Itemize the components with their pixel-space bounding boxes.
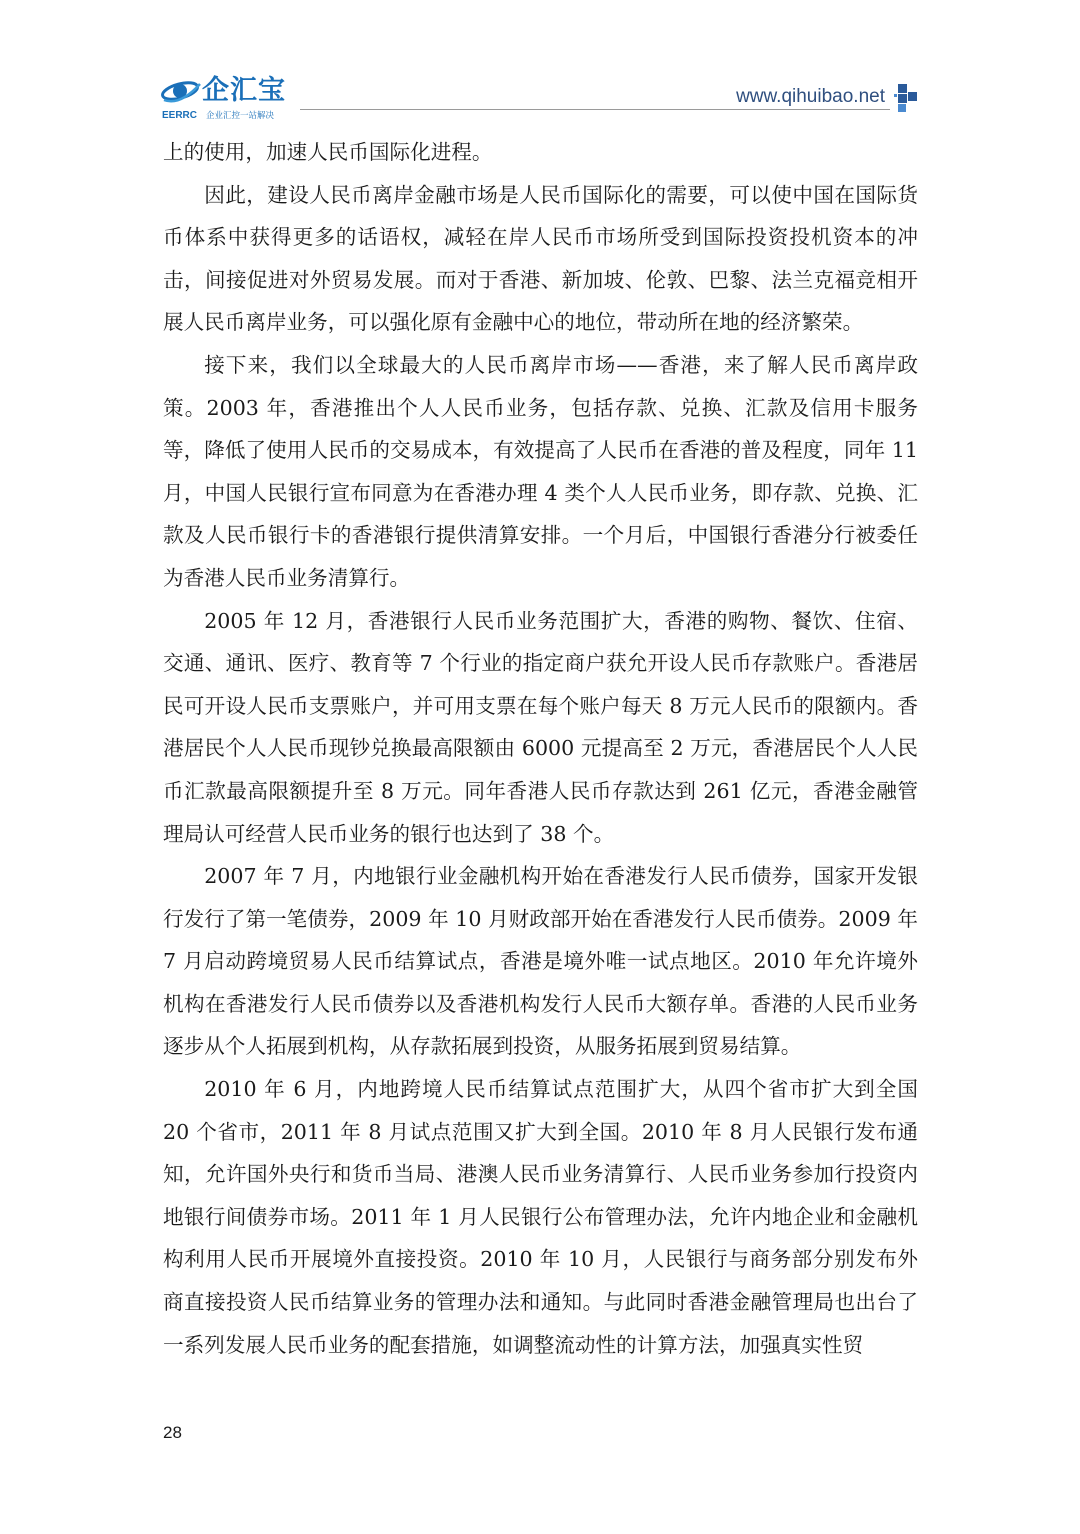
logo-slogan: 企业汇控一站解决	[206, 111, 275, 121]
page-number: 28	[163, 1423, 182, 1442]
company-logo	[160, 74, 295, 124]
paragraph: 2007 年 7 月，内地银行业金融机构开始在香港发行人民币债券，国家开发银行发行了第一笔债券，2009 年 10 月财政部开始在香港发行人民币债券。2009 年 7 月启动跨境贸易人民币结算试点，香港是境外唯一试点地区。2010 年允许境外机构在香港发行人民币债券以及香港机构发行人民币大额存单。香港的人民币业务逐步从个人拓展到机构，从存款拓展到投资，从服务拓展到贸易结算。	[163, 864, 918, 1059]
paragraph: 2005 年 12 月，香港银行人民币业务范围扩大，香港的购物、餐饮、住宿、交通、通讯、医疗、教育等 7 个行业的指定商户获允开设人民币存款账户。香港居民可开设人民币支票账户，并可用支票在每个账户每天 8 万元人民币的限额内。香港居民个人人民币现钞兑换最高限额由 6000 元提高至 2 万元，香港居民个人人民币汇款最高限额提升至 8 万元。同年香港人民币存款达到 261 亿元，香港金融管理局认可经营人民币业务的银行也达到了 38 个。	[163, 608, 918, 846]
page-header	[0, 0, 1080, 130]
logo-english-name: EERRC	[162, 110, 198, 121]
paragraph: 2010 年 6 月，内地跨境人民币结算试点范围扩大，从四个省市扩大到全国 20 个省市，2011 年 8 月试点范围又扩大到全国。2010 年 8 月人民银行发布通知，允许国外央行和货币当局、港澳人民币业务清算行、人民币业务参加行投资内地银行间债券市场。2011 年 1 月人民银行公布管理办法，允许内地企业和金融机构利用人民币开展境外直接投资。2010 年 10 月，人民银行与商务部分别发布外商直接投资人民币结算业务的管理办法和通知。与此同时香港金融管理局也出台了一系列发展人民币业务的配套措施，如调整流动性的计算方法，加强真实性贸	[163, 1077, 918, 1357]
globe-logo-icon	[160, 76, 206, 106]
paragraph: 因此，建设人民币离岸金融市场是人民币国际化的需要，可以使中国在国际货币体系中获得更多的话语权，减轻在岸人民币市场所受到国际投资投机资本的冲击，间接促进对外贸易发展。而对于香港、新加坡、伦敦、巴黎、法兰克福竞相开展人民币离岸业务，可以强化原有金融中心的地位，带动所在地的经济繁荣。	[163, 182, 918, 335]
header-divider	[300, 109, 890, 110]
pixel-square-icon	[894, 84, 918, 112]
website-url: www.qihuibao.net	[736, 86, 885, 107]
paragraph: 上的使用，加速人民币国际化进程。	[163, 140, 493, 164]
paragraph: 接下来，我们以全球最大的人民币离岸市场——香港，来了解人民币离岸政策。2003 年，香港推出个人人民币业务，包括存款、兑换、汇款及信用卡服务等，降低了使用人民币的交易成本，有效提高了人民币在香港的普及程度，同年 11 月，中国人民银行宣布同意为在香港办理 4 类个人人民币业务，即存款、兑换、汇款及人民币银行卡的香港银行提供清算安排。一个月后，中国银行香港分行被委任为香港人民币业务清算行。	[163, 352, 918, 590]
document-body	[163, 131, 918, 1366]
logo-chinese-name: 企汇宝	[202, 75, 286, 106]
